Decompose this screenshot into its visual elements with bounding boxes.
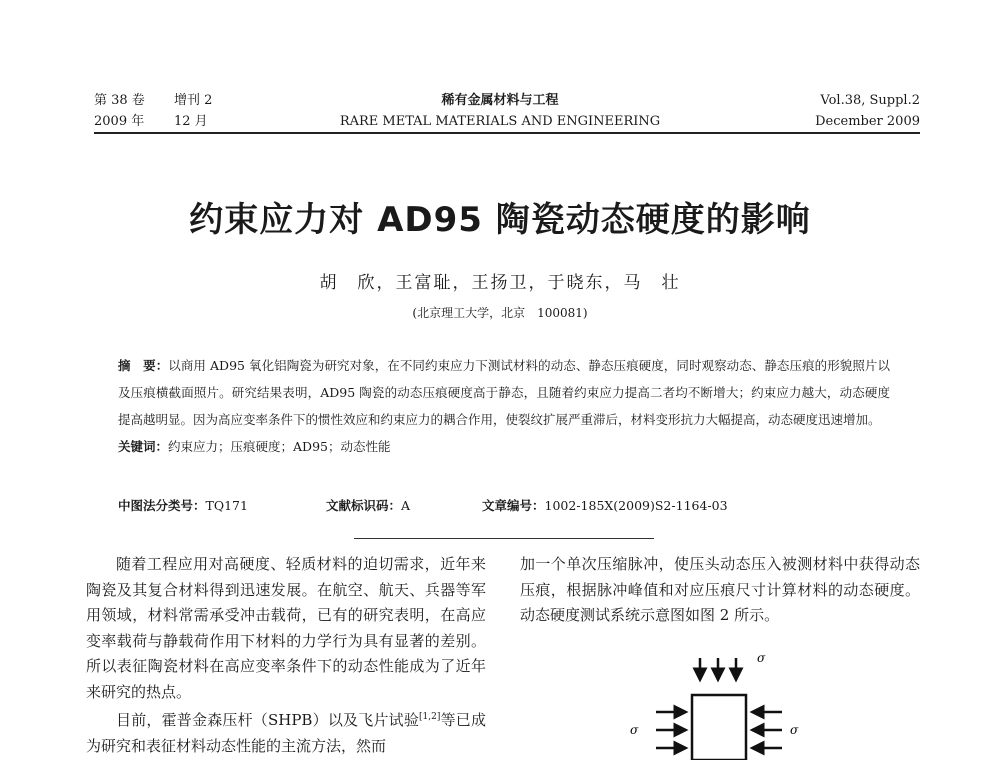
- authors: 胡 欣，王富耻，王扬卫，于晓东，马 壮: [319, 273, 681, 293]
- header-month: 12 月: [174, 114, 208, 129]
- header-volume: 第 38 卷: [94, 93, 145, 108]
- doc-code-label: 文献标识码：: [326, 498, 402, 513]
- stress-schematic-figure: [600, 640, 820, 760]
- body-right-column: [520, 552, 920, 629]
- body-right-paragraph: 加一个单次压缩脉冲，使压头动态压入被测材料中获得动态压痕，根据脉冲峰值和对应压痕尺寸计算材料的动态硬度。动态硬度测试系统示意图如图 2 所示。: [520, 555, 920, 624]
- citation: [1,2]: [419, 712, 441, 722]
- date-en: December 2009: [815, 114, 920, 129]
- top-arrows: [700, 658, 736, 680]
- specimen-block: [692, 695, 746, 760]
- sigma-top-label: σ: [757, 651, 766, 665]
- journal-title-cn: 稀有金属材料与工程: [441, 93, 559, 108]
- volume-en: Vol.38, Suppl.2: [820, 93, 920, 108]
- sigma-right-label: σ: [790, 723, 799, 737]
- article-number-line: [482, 496, 728, 514]
- paper-title: 约束应力对 AD95 陶瓷动态硬度的影响: [189, 200, 811, 240]
- article-number-value: 1002-185X(2009)S2-1164-03: [544, 498, 728, 513]
- affiliation: (北京理工大学，北京 100081): [412, 306, 588, 320]
- header-supplement: 增刊 2: [174, 93, 213, 108]
- clc-value: TQ171: [205, 498, 248, 513]
- left-arrows: [656, 712, 686, 748]
- keywords-label: 关键词：: [118, 439, 169, 454]
- body-paragraph-2-tail: 等已成为研究和表征材料动态性能的主流方法，然而: [86, 711, 486, 755]
- keywords-text: 约束应力；压痕硬度；AD95；动态性能: [168, 439, 391, 454]
- body-paragraph-2: [86, 705, 486, 759]
- body-paragraph-1: 随着工程应用对高硬度、轻质材料的迫切需求，近年来陶瓷及其复合材料得到迅速发展。在航空、航天、兵器等军用领域，材料常需承受冲击载荷，已有的研究表明，在高应变率载荷与静载荷作用下材料的力学行为具有显著的差别。所以表征陶瓷材料在高应变率条件下的动态性能成为了近年来研究的热点。: [86, 555, 486, 701]
- body-paragraph-2-text: 目前，霍普金森压杆（SHPB）以及飞片试验: [116, 711, 420, 729]
- right-arrows: [752, 712, 782, 748]
- header-rule: [94, 132, 920, 134]
- doc-code-line: [326, 496, 410, 514]
- clc-label: 中图法分类号：: [118, 498, 206, 513]
- abstract-text: 以商用 AD95 氧化铝陶瓷为研究对象，在不同约束应力下测试材料的动态、静态压痕硬度，同时观察动态、静态压痕的形貌照片以及压痕横截面照片。研究结果表明，AD95 陶瓷的动态压痕硬度高于静态，且随着约束应力提高二者均不断增大；约束应力越大，动态硬度提高越明显。因为高应变率条件下的惯性效应和约束应力的耦合作用，使裂纹扩展严重滞后，材料变形抗力大幅提高，动态硬度迅速增加。: [118, 358, 890, 427]
- journal-title-en: RARE METAL MATERIALS AND ENGINEERING: [339, 114, 661, 129]
- article-number-label: 文章编号：: [482, 498, 545, 513]
- body-left-column: [86, 552, 486, 759]
- clc-line: [118, 496, 248, 514]
- doc-code-value: A: [401, 498, 411, 513]
- abstract-label: 摘 要：: [118, 358, 169, 373]
- sigma-left-label: σ: [630, 723, 639, 737]
- abstract: [118, 352, 890, 460]
- section-separator: [354, 538, 654, 539]
- header-year: 2009 年: [94, 114, 145, 129]
